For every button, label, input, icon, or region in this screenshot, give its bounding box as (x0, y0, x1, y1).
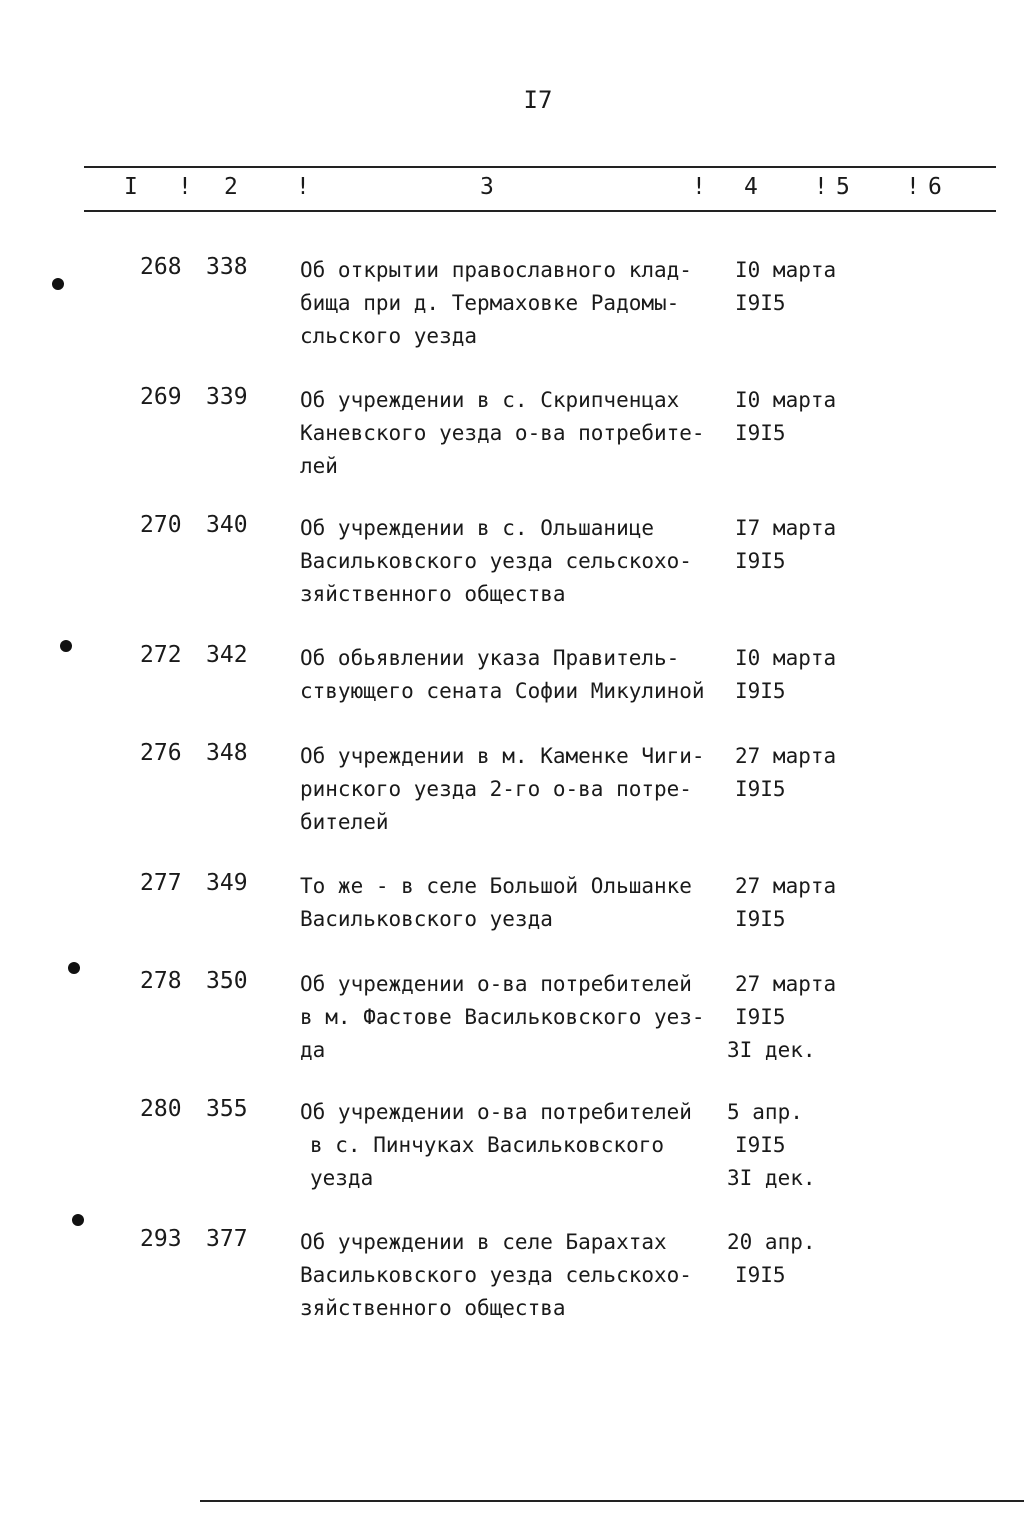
date-line: I7 марта (735, 516, 837, 540)
file-number: 349 (206, 870, 248, 896)
file-number: 350 (206, 968, 248, 994)
title-line: сльского уезда (300, 324, 478, 348)
title-line: Об учреждении в м. Каменке Чиги- (300, 744, 705, 768)
title-line: зяйственного общества (300, 582, 566, 606)
entry-title (300, 512, 730, 611)
date-line: I0 марта (735, 258, 837, 282)
entry-title (300, 1226, 730, 1325)
title-line: ринского уезда 2-го о-ва потре- (300, 777, 692, 801)
entry-number: 272 (140, 642, 182, 668)
punch-hole-mark (60, 640, 72, 652)
header-top-rule (84, 166, 996, 168)
title-line: Об учреждении о-ва потребителей (300, 1100, 692, 1124)
header-col-1: I (124, 174, 138, 200)
header-separator: ! (178, 174, 192, 200)
header-col-3: 3 (480, 174, 494, 200)
date-line: I9I5 (735, 679, 786, 703)
file-number: 340 (206, 512, 248, 538)
title-line: Об учреждении в с. Ольшанице (300, 516, 655, 540)
entry-title (300, 870, 730, 936)
title-line: ствующего сената Софии Микулиной (300, 679, 705, 703)
page-number: I7 (523, 86, 553, 114)
header-col-4: 4 (744, 174, 758, 200)
entry-number: 277 (140, 870, 182, 896)
title-line: бителей (300, 810, 389, 834)
title-line: уезда (310, 1166, 374, 1190)
date-line: I9I5 (735, 549, 786, 573)
entry-date (727, 968, 837, 1067)
header-bottom-rule (84, 210, 996, 212)
title-line: в с. Пинчуках Васильковского (310, 1133, 665, 1157)
title-line: в м. Фастове Васильковского уез- (300, 1005, 705, 1029)
title-line: Васильковского уезда сельскохо- (300, 549, 692, 573)
entry-number: 276 (140, 740, 182, 766)
entry-number: 293 (140, 1226, 182, 1252)
title-line: Васильковского уезда (300, 907, 553, 931)
entry-date (735, 740, 836, 806)
file-number: 338 (206, 254, 248, 280)
title-line: да (300, 1038, 326, 1062)
entry-number: 280 (140, 1096, 182, 1122)
date-line: I9I5 (735, 777, 786, 801)
date-line: I9I5 (735, 1263, 786, 1287)
entry-title (300, 740, 730, 839)
entry-date (735, 512, 836, 578)
date-line: 20 апр. (727, 1230, 816, 1254)
header-separator: ! (692, 174, 706, 200)
header-separator: ! (296, 174, 310, 200)
entry-title (300, 384, 730, 483)
date-line: I0 марта (735, 646, 837, 670)
file-number: 339 (206, 384, 248, 410)
entry-date (727, 1226, 816, 1292)
entry-title (300, 968, 730, 1067)
date-line: 27 марта (735, 744, 837, 768)
title-line: То же - в селе Большой Ольшанке (300, 874, 692, 898)
title-line: Об учреждении в с. Скрипченцах (300, 388, 680, 412)
date-line: 27 марта (735, 874, 837, 898)
header-col-6: 6 (928, 174, 942, 200)
entry-date (735, 870, 836, 936)
title-line: Об обьявлении указа Правитель- (300, 646, 680, 670)
entry-date (735, 642, 836, 708)
file-number: 348 (206, 740, 248, 766)
entry-number: 269 (140, 384, 182, 410)
entry-title (300, 254, 730, 353)
footer-rule (200, 1500, 1024, 1502)
title-line: Об учреждении в селе Барахтах (300, 1230, 667, 1254)
entry-title (300, 1096, 730, 1195)
entry-date (735, 384, 836, 450)
date-line: I9I5 (735, 421, 786, 445)
file-number: 342 (206, 642, 248, 668)
file-number: 355 (206, 1096, 248, 1122)
date-line: 3I дек. (727, 1038, 816, 1062)
date-line: 27 марта (735, 972, 837, 996)
header-separator: ! (814, 174, 828, 200)
title-line: Об учреждении о-ва потребителей (300, 972, 692, 996)
title-line: бища при д. Термаховке Радомы- (300, 291, 680, 315)
title-line: лей (300, 454, 338, 478)
date-line: I0 марта (735, 388, 837, 412)
date-line: 5 апр. (727, 1100, 803, 1124)
punch-hole-mark (68, 962, 80, 974)
date-line: I9I5 (735, 1133, 786, 1157)
entry-date (727, 1096, 816, 1195)
entry-number: 270 (140, 512, 182, 538)
title-line: Каневского уезда о-ва потребите- (300, 421, 705, 445)
date-line: I9I5 (735, 291, 786, 315)
header-separator: ! (906, 174, 920, 200)
title-line: Об открытии православного клад- (300, 258, 692, 282)
file-number: 377 (206, 1226, 248, 1252)
date-line: I9I5 (735, 907, 786, 931)
punch-hole-mark (72, 1214, 84, 1226)
header-col-2: 2 (224, 174, 238, 200)
header-col-5: 5 (836, 174, 850, 200)
entry-number: 268 (140, 254, 182, 280)
entry-date (735, 254, 836, 320)
entry-number: 278 (140, 968, 182, 994)
entry-title (300, 642, 730, 708)
title-line: зяйственного общества (300, 1296, 566, 1320)
date-line: I9I5 (735, 1005, 786, 1029)
punch-hole-mark (52, 278, 64, 290)
title-line: Васильковского уезда сельскохо- (300, 1263, 692, 1287)
date-line: 3I дек. (727, 1166, 816, 1190)
